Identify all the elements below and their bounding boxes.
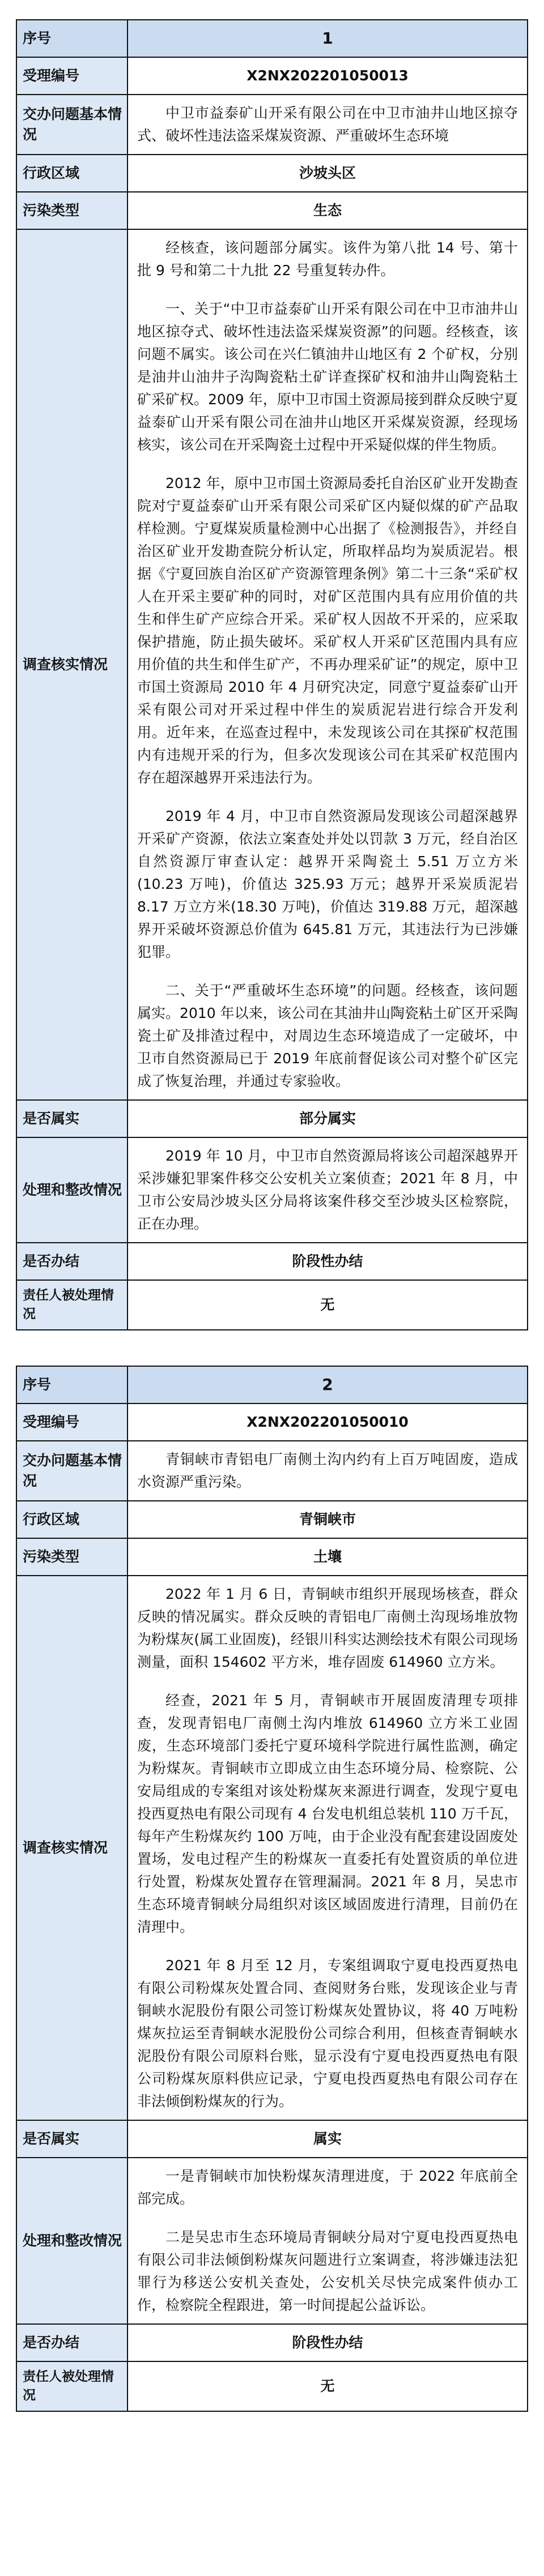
row-handling — [16, 2158, 528, 2324]
case-seq: 2 — [128, 1366, 528, 1403]
row-reception-no — [16, 57, 528, 95]
case-region: 青铜峡市 — [128, 1501, 528, 1538]
case-table-1 — [16, 19, 528, 1330]
row-concluded — [16, 1243, 528, 1280]
case-reception-no: X2NX202201050013 — [128, 57, 528, 95]
case-responsible: 无 — [128, 1280, 528, 1330]
label-issue: 交办问题基本情况 — [16, 95, 128, 155]
row-is-true — [16, 1100, 528, 1137]
label-is-true: 是否属实 — [16, 2120, 128, 2158]
label-seq: 序号 — [16, 20, 128, 57]
label-investigation: 调查核实情况 — [16, 1576, 128, 2120]
row-handling — [16, 1137, 528, 1243]
case-handling — [128, 1137, 528, 1243]
case-investigation — [128, 1576, 528, 2120]
row-investigation — [16, 1576, 528, 2120]
investigation-paragraph: 二、关于“严重破坏生态环境”的问题。经核查，该问题属实。2010 年以来，该公司在其油井山陶瓷粘土矿区开采陶瓷土矿及排渣过程中，对周边生态环境造成了一定破坏，中卫市自然资源局已于 2019 年底前督促该公司对整个矿区完成了恢复治理，并通过专家验收。 — [137, 982, 518, 1089]
row-pollution-type — [16, 192, 528, 229]
row-issue — [16, 1441, 528, 1501]
row-responsible — [16, 2361, 528, 2411]
row-seq — [16, 20, 528, 57]
case-issue — [128, 1441, 528, 1501]
label-responsible: 责任人被处理情况 — [16, 2361, 128, 2411]
case-is-true: 属实 — [128, 2120, 528, 2158]
label-responsible: 责任人被处理情况 — [16, 1280, 128, 1330]
label-seq: 序号 — [16, 1366, 128, 1403]
case-investigation — [128, 229, 528, 1100]
investigation-paragraph: 2012 年，原中卫市国土资源局委托自治区矿业开发勘查院对宁夏益泰矿山开采有限公司采矿区内疑似煤的矿产品取样检测。宁夏煤炭质量检测中心出据了《检测报告》，并经自治区矿业开发勘查院分析认定，所取样品均为炭质泥岩。根据《宁夏回族自治区矿产资源管理条例》第二十三条“采矿权人在开采主要矿种的同时，对矿区范围内具有应用价值的共生和伴生矿产应综合开采。采矿权人因故不开采的，应采取保护措施，防止损失破坏。采矿权人开采矿区范围内具有应用价值的共生和伴生矿产，不再办理采矿证”的规定，原中卫市国土资源局 2010 年 4 月研究决定，同意宁夏益泰矿山开采有限公司对开采过程中伴生的炭质泥岩进行综合开发利用。近年来，在巡查过程中，未发现该公司在其探矿权范围内有违规开采的行为，但多次发现该公司在其采矿权范围内存在超深越界开采违法行为。 — [137, 475, 518, 786]
case-pollution-type: 生态 — [128, 192, 528, 229]
case-region: 沙坡头区 — [128, 155, 528, 192]
row-region — [16, 1501, 528, 1538]
row-region — [16, 155, 528, 192]
handling-paragraph: 一是青铜峡市加快粉煤灰清理进度，于 2022 年底前全部完成。 — [137, 2168, 518, 2207]
label-region: 行政区域 — [16, 1501, 128, 1538]
issue-text: 中卫市益泰矿山开采有限公司在中卫市油井山地区掠夺式、破坏性违法盗采煤炭资源、严重破坏生态环境 — [137, 105, 518, 144]
case-seq: 1 — [128, 20, 528, 57]
row-is-true — [16, 2120, 528, 2158]
case-is-true: 部分属实 — [128, 1100, 528, 1137]
label-region: 行政区域 — [16, 155, 128, 192]
row-issue — [16, 95, 528, 155]
case-reception-no: X2NX202201050010 — [128, 1403, 528, 1441]
row-investigation — [16, 229, 528, 1100]
investigation-paragraph: 2022 年 1 月 6 日，青铜峡市组织开展现场核查，群众反映的情况属实。群众反映的青铝电厂南侧土沟现场堆放物为粉煤灰(属工业固废)，经银川科实达测绘技术有限公司现场测量，面积 154602 平方米，堆存固废 614960 立方米。 — [137, 1586, 518, 1670]
case-concluded: 阶段性办结 — [128, 2324, 528, 2361]
label-handling: 处理和整改情况 — [16, 2158, 128, 2324]
label-is-true: 是否属实 — [16, 1100, 128, 1137]
case-pollution-type: 土壤 — [128, 1538, 528, 1576]
row-pollution-type — [16, 1538, 528, 1576]
label-investigation: 调查核实情况 — [16, 229, 128, 1100]
investigation-paragraph: 一、关于“中卫市益泰矿山开采有限公司在中卫市油井山地区掠夺式、破坏性违法盗采煤炭资源”的问题。经核查，该问题不属实。该公司在兴仁镇油井山地区有 2 个矿权，分别是油井山油井子沟陶瓷粘土矿详查探矿权和油井山陶瓷粘土矿采矿权。2009 年，原中卫市国土资源局接到群众反映宁夏益泰矿山开采有限公司在油井山地区开采煤炭资源，经现场核实，该公司在开采陶瓷土过程中开采疑似煤的伴生物质。 — [137, 301, 518, 453]
label-pollution-type: 污染类型 — [16, 1538, 128, 1576]
label-issue: 交办问题基本情况 — [16, 1441, 128, 1501]
case-table-2 — [16, 1366, 528, 2412]
label-reception-no: 受理编号 — [16, 1403, 128, 1441]
case-issue — [128, 95, 528, 155]
row-seq — [16, 1366, 528, 1403]
handling-paragraph: 二是吴忠市生态环境局青铜峡分局对宁夏电投西夏热电有限公司非法倾倒粉煤灰问题进行立案调查，将涉嫌违法犯罪行为移送公安机关查处，公安机关尽快完成案件侦办工作，检察院全程跟进，第一时间提起公益诉讼。 — [137, 2229, 518, 2313]
label-concluded: 是否办结 — [16, 2324, 128, 2361]
row-reception-no — [16, 1403, 528, 1441]
investigation-paragraph: 2021 年 8 月至 12 月，专案组调取宁夏电投西夏热电有限公司粉煤灰处置合同、查阅财务台账，发现该企业与青铜峡水泥股份有限公司签订粉煤灰处置协议，将 40 万吨粉煤灰拉运至青铜峡水泥股份公司综合利用，但核查青铜峡水泥股份有限公司原料台账，显示没有宁夏电投西夏热电有限公司粉煤灰原料供应记录，宁夏电投西夏热电有限公司存在非法倾倒粉煤灰的行为。 — [137, 1957, 518, 2109]
row-concluded — [16, 2324, 528, 2361]
issue-text: 青铜峡市青铝电厂南侧土沟内约有上百万吨固废，造成水资源严重污染。 — [137, 1451, 518, 1490]
row-responsible — [16, 1280, 528, 1330]
investigation-paragraph: 经核查，该问题部分属实。该件为第八批 14 号、第十批 9 号和第二十九批 22 号重复转办件。 — [137, 239, 518, 279]
case-responsible: 无 — [128, 2361, 528, 2411]
investigation-paragraph: 经查，2021 年 5 月，青铜峡市开展固废清理专项排查，发现青铝电厂南侧土沟内堆放 614960 立方米工业固废，生态环境部门委托宁夏环境科学院进行属性监测，确定为粉煤灰。青铜峡市立即成立由生态环境分局、检察院、公安局组成的专案组对该处粉煤灰来源进行调查，发现宁夏电投西夏热电有限公司现有 4 台发电机组总装机 110 万千瓦，每年产生粉煤灰约 100 万吨，由于企业没有配套建设固废处置场，发电过程产生的粉煤灰一直委托有处置资质的单位进行处置，粉煤灰处置存在管理漏洞。2021 年 8 月，吴忠市生态环境青铜峡分局组织对该区域固废进行清理，目前仍在清理中。 — [137, 1692, 518, 1935]
investigation-paragraph: 2019 年 4 月，中卫市自然资源局发现该公司超深越界开采矿产资源，依法立案查处并处以罚款 3 万元，经自治区自然资源厅审查认定：越界开采陶瓷土 5.51 万立方米(10.23 万吨)，价值达 325.93 万元；越界开采炭质泥岩 8.17 万立方米(18.30 万吨)，价值达 319.88 万元，超深越界开采破坏资源总价值为 645.81 万元，其违法行为已涉嫌犯罪。 — [137, 808, 518, 960]
case-handling — [128, 2158, 528, 2324]
case-concluded: 阶段性办结 — [128, 1243, 528, 1280]
handling-paragraph: 2019 年 10 月，中卫市自然资源局将该公司超深越界开采涉嫌犯罪案件移交公安机关立案侦查；2021 年 8 月，中卫市公安局沙坡头区分局将该案件移交至沙坡头区检察院，正在办理。 — [137, 1148, 518, 1232]
label-pollution-type: 污染类型 — [16, 192, 128, 229]
label-handling: 处理和整改情况 — [16, 1137, 128, 1243]
label-reception-no: 受理编号 — [16, 57, 128, 95]
label-concluded: 是否办结 — [16, 1243, 128, 1280]
